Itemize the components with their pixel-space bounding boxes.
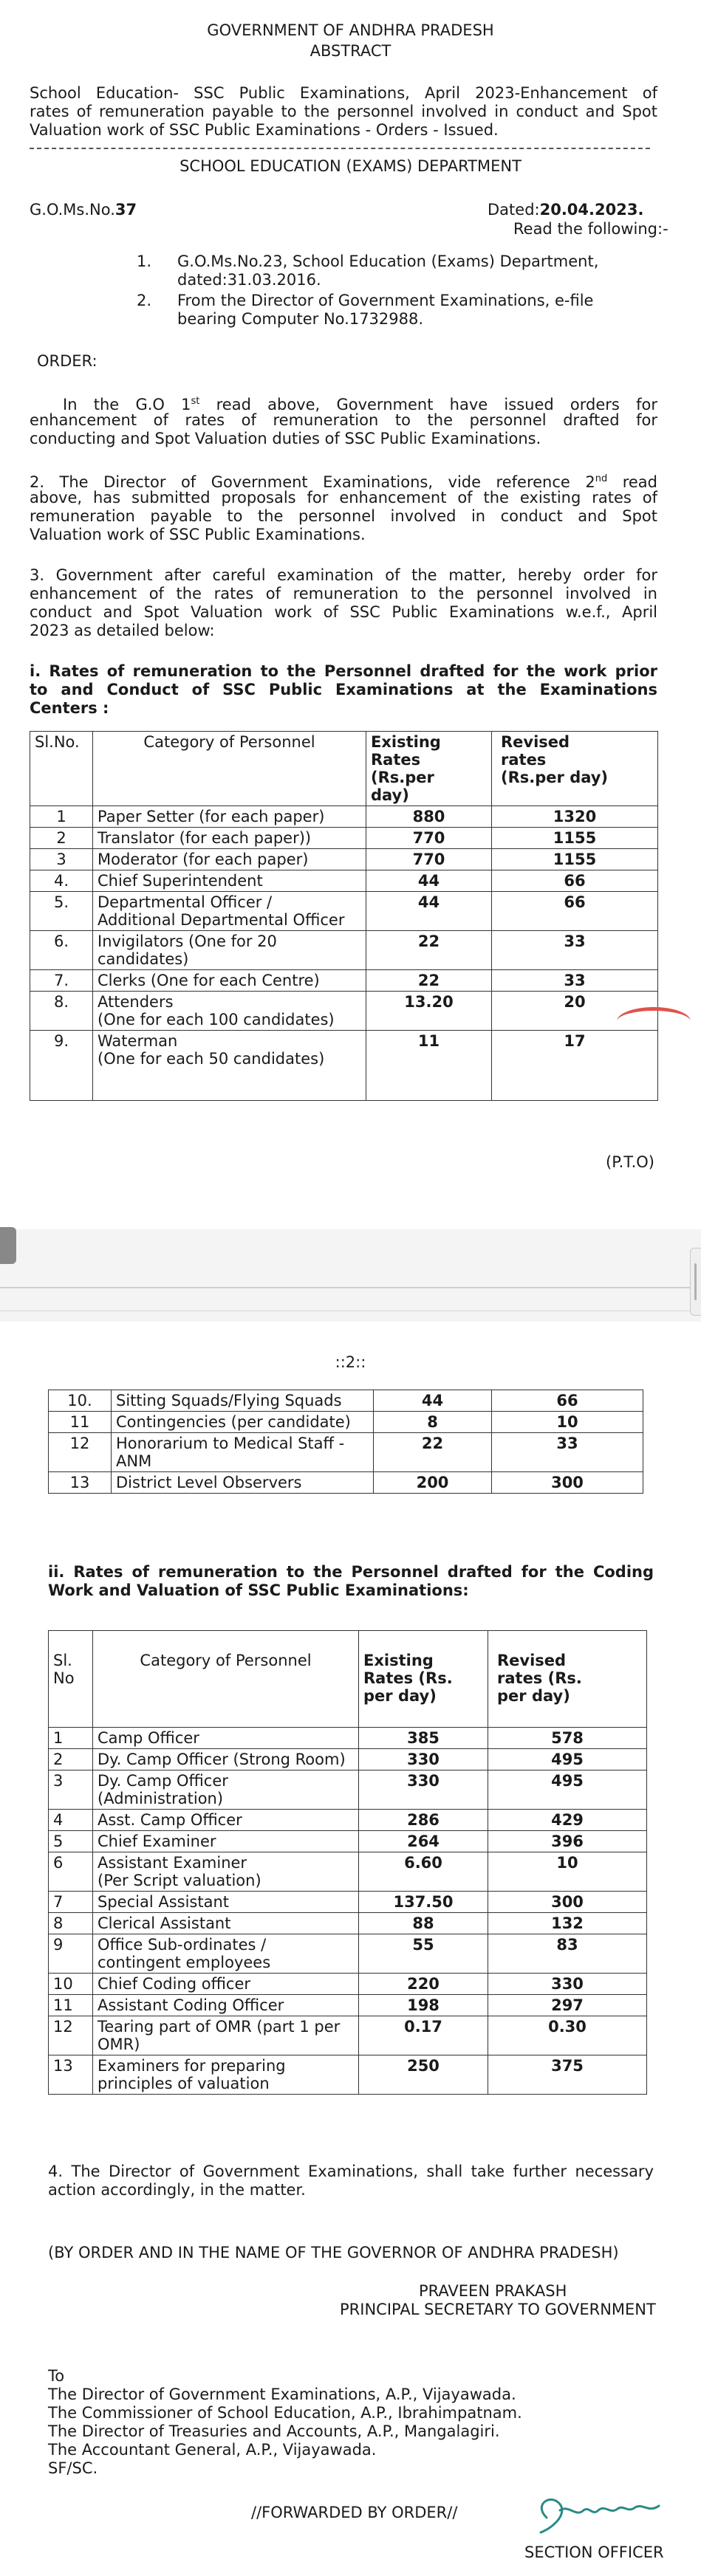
abstract-line-1: School Education- SSC Public Examinations, April 2023-Enhancement of xyxy=(30,84,657,102)
cell-revised: 0.30 xyxy=(488,2016,647,2055)
page-separator xyxy=(0,1229,701,1322)
cell-category: Contingencies (per candidate) xyxy=(112,1412,374,1433)
cell-revised: 429 xyxy=(488,1810,647,1831)
abstract-line-2: rates of remuneration payable to the personnel involved in conduct and Spot xyxy=(30,103,657,120)
page-1 xyxy=(0,0,701,1229)
table-row xyxy=(49,1770,647,1810)
cell-category: Departmental Officer / Additional Departmental Officer xyxy=(93,892,366,931)
cell-existing: 13.20 xyxy=(366,992,492,1031)
cell-existing: 880 xyxy=(366,806,492,828)
cell-category: Clerical Assistant xyxy=(93,1913,359,1934)
table-row xyxy=(30,828,658,849)
reference-2-line-1: From the Director of Government Examinations, e-file xyxy=(177,292,594,309)
cell-existing: 200 xyxy=(374,1472,492,1494)
cell-revised: 83 xyxy=(488,1934,647,1974)
cell-existing: 770 xyxy=(366,849,492,870)
para2-line-4: Valuation work of SSC Public Examinations. xyxy=(30,526,366,543)
cell-existing: 22 xyxy=(366,970,492,992)
cell-revised: 300 xyxy=(492,1472,643,1494)
abstract-label: ABSTRACT xyxy=(310,42,391,60)
table-row xyxy=(49,2055,647,2095)
section-i-line-1: i. Rates of remuneration to the Personnel drafted for the work prior xyxy=(30,662,657,680)
cell-category: Chief Examiner xyxy=(93,1831,359,1852)
dated-label: Dated:20.04.2023. xyxy=(488,201,644,219)
page-number: ::2:: xyxy=(335,1353,366,1371)
cell-sl: 11 xyxy=(49,1995,93,2016)
cell-sl: 11 xyxy=(49,1412,112,1433)
scrollbar-thumb[interactable] xyxy=(690,1248,701,1316)
cell-revised: 495 xyxy=(488,1770,647,1810)
table-row xyxy=(49,1913,647,1934)
cell-sl: 13 xyxy=(49,1472,112,1494)
table-row xyxy=(49,1433,643,1472)
rates-table-ii xyxy=(48,1630,647,2095)
cell-category: Moderator (for each paper) xyxy=(93,849,366,870)
para2-line-2: above, has submitted proposals for enhancement of the existing rates of xyxy=(30,489,657,506)
table-row xyxy=(49,1995,647,2016)
cell-sl: 1 xyxy=(30,806,93,828)
col-header-revised: Revised rates (Rs. per day) xyxy=(488,1631,647,1728)
cell-sl: 9. xyxy=(30,1031,93,1101)
table-row xyxy=(30,870,658,892)
cell-revised: 1320 xyxy=(492,806,658,828)
cell-sl: 5. xyxy=(30,892,93,931)
signatory-title: PRINCIPAL SECRETARY TO GOVERNMENT xyxy=(340,2301,656,2318)
cell-category: Honorarium to Medical Staff - ANM xyxy=(112,1433,374,1472)
cell-revised: 396 xyxy=(488,1831,647,1852)
cell-existing: 6.60 xyxy=(359,1852,488,1892)
reference-1-num: 1. xyxy=(137,253,152,270)
cell-category: Sitting Squads/Flying Squads xyxy=(112,1390,374,1412)
cell-category: Assistant Coding Officer xyxy=(93,1995,359,2016)
cell-existing: 44 xyxy=(366,892,492,931)
col-header-existing: Existing Rates (Rs.per day) xyxy=(366,732,492,806)
cell-category: Tearing part of OMR (part 1 per OMR) xyxy=(93,2016,359,2055)
table-row xyxy=(49,1810,647,1831)
para1-line-3: conducting and Spot Valuation duties of SSC Public Examinations. xyxy=(30,430,541,447)
table-row xyxy=(49,1892,647,1913)
reference-2-num: 2. xyxy=(137,292,152,309)
cell-revised: 1155 xyxy=(492,828,658,849)
cell-revised: 297 xyxy=(488,1995,647,2016)
recipient-1: The Director of Government Examinations, A.P., Vijayawada. xyxy=(48,2386,516,2403)
read-following: Read the following:- xyxy=(513,220,668,238)
cell-sl: 7 xyxy=(49,1892,93,1913)
cell-revised: 300 xyxy=(488,1892,647,1913)
dated-value: 20.04.2023. xyxy=(539,201,644,219)
reference-1-line-1: G.O.Ms.No.23, School Education (Exams) Department, xyxy=(177,253,599,270)
pto-label: (P.T.O) xyxy=(606,1153,654,1171)
government-heading: GOVERNMENT OF ANDHRA PRADESH xyxy=(207,21,494,39)
recipient-5: SF/SC. xyxy=(48,2459,98,2477)
section-i-line-3: Centers : xyxy=(30,699,109,717)
table-row xyxy=(49,1934,647,1974)
cell-revised: 33 xyxy=(492,931,658,970)
table-header-row xyxy=(49,1631,647,1728)
cell-revised: 66 xyxy=(492,892,658,931)
cell-existing: 11 xyxy=(366,1031,492,1101)
go-number-label: G.O.Ms.No.37 xyxy=(30,201,137,219)
divider xyxy=(30,148,650,149)
by-order-line: (BY ORDER AND IN THE NAME OF THE GOVERNOR OF ANDHRA PRADESH) xyxy=(48,2244,619,2261)
cell-category: Clerks (One for each Centre) xyxy=(93,970,366,992)
para1-line-2: enhancement of rates of remuneration to the personnel drafted for xyxy=(30,411,657,429)
cell-category: Examiners for preparing principles of valuation xyxy=(93,2055,359,2095)
para3-line-4: 2023 as detailed below: xyxy=(30,622,215,639)
cell-existing: 286 xyxy=(359,1810,488,1831)
cell-existing: 88 xyxy=(359,1913,488,1934)
reference-1-line-2: dated:31.03.2016. xyxy=(177,271,321,289)
table-row xyxy=(49,1390,643,1412)
table-row xyxy=(49,1412,643,1433)
col-header-category: Category of Personnel xyxy=(93,1631,359,1728)
go-number: 37 xyxy=(114,201,137,219)
section-ii-line-1: ii. Rates of remuneration to the Personnel drafted for the Coding xyxy=(48,1563,654,1581)
cell-revised: 132 xyxy=(488,1913,647,1934)
cell-existing: 44 xyxy=(366,870,492,892)
table-row xyxy=(30,970,658,992)
cell-revised: 578 xyxy=(488,1728,647,1749)
para3-line-2: enhancement of the rates of remuneration to the personnel involved in xyxy=(30,585,657,602)
cell-sl: 9 xyxy=(49,1934,93,1974)
cell-category: Special Assistant xyxy=(93,1892,359,1913)
table-header-row xyxy=(30,732,658,806)
col-header-sl: Sl.No. xyxy=(30,732,93,806)
cell-existing: 44 xyxy=(374,1390,492,1412)
table-row xyxy=(49,2016,647,2055)
department-heading: SCHOOL EDUCATION (EXAMS) DEPARTMENT xyxy=(179,157,522,175)
section-i-line-2: to and Conduct of SSC Public Examinations at the Examinations xyxy=(30,681,657,698)
col-header-category: Category of Personnel xyxy=(93,732,366,806)
para1-line-1: In the G.O 1st read above, Government have issued orders for xyxy=(63,396,657,413)
col-header-existing: Existing Rates (Rs. per day) xyxy=(359,1631,488,1728)
cell-revised: 1155 xyxy=(492,849,658,870)
rates-table-i xyxy=(30,731,658,1101)
cell-revised: 66 xyxy=(492,870,658,892)
col-header-sl: Sl. No xyxy=(49,1631,93,1728)
cell-category: Invigilators (One for 20 candidates) xyxy=(93,931,366,970)
para4-line-1: 4. The Director of Government Examinations, shall take further necessary xyxy=(48,2163,654,2180)
signature-mark xyxy=(524,2488,672,2540)
col-header-revised: Revised rates (Rs.per day) xyxy=(492,732,658,806)
cell-existing: 385 xyxy=(359,1728,488,1749)
cell-revised: 66 xyxy=(492,1390,643,1412)
signatory-name: PRAVEEN PRAKASH xyxy=(419,2282,567,2300)
recipient-4: The Accountant General, A.P., Vijayawada. xyxy=(48,2441,377,2459)
cell-revised: 330 xyxy=(488,1974,647,1995)
table-row xyxy=(49,1831,647,1852)
table-row xyxy=(30,1031,658,1101)
page-2 xyxy=(0,1322,701,2576)
cell-sl: 2 xyxy=(30,828,93,849)
section-officer: SECTION OFFICER xyxy=(524,2544,664,2561)
abstract-line-3: Valuation work of SSC Public Examinations - Orders - Issued. xyxy=(30,121,499,139)
cell-sl: 8. xyxy=(30,992,93,1031)
cell-sl: 8 xyxy=(49,1913,93,1934)
cell-existing: 770 xyxy=(366,828,492,849)
table-row xyxy=(30,992,658,1031)
table-row xyxy=(49,1749,647,1770)
cell-sl: 12 xyxy=(49,2016,93,2055)
cell-existing: 22 xyxy=(366,931,492,970)
table-row xyxy=(30,806,658,828)
cell-existing: 55 xyxy=(359,1934,488,1974)
cell-existing: 330 xyxy=(359,1749,488,1770)
cell-category: Dy. Camp Officer (Administration) xyxy=(93,1770,359,1810)
cell-revised: 10 xyxy=(488,1852,647,1892)
cell-category: Office Sub-ordinates / contingent employees xyxy=(93,1934,359,1974)
cell-existing: 137.50 xyxy=(359,1892,488,1913)
cell-sl: 13 xyxy=(49,2055,93,2095)
para3-line-3: conduct and Spot Valuation work of SSC Public Examinations w.e.f., April xyxy=(30,603,657,621)
table-row xyxy=(49,1472,643,1494)
cell-existing: 220 xyxy=(359,1974,488,1995)
table-row xyxy=(49,1728,647,1749)
table-row xyxy=(49,1852,647,1892)
cell-sl: 6. xyxy=(30,931,93,970)
cell-sl: 3 xyxy=(30,849,93,870)
recipient-2: The Commissioner of School Education, A.P., Ibrahimpatnam. xyxy=(48,2404,522,2422)
cell-category: Waterman (One for each 50 candidates) xyxy=(93,1031,366,1101)
cell-revised: 375 xyxy=(488,2055,647,2095)
section-ii-line-2: Work and Valuation of SSC Public Examinations: xyxy=(48,1581,469,1599)
cell-revised: 10 xyxy=(492,1412,643,1433)
reference-2-line-2: bearing Computer No.1732988. xyxy=(177,310,424,328)
para4-line-2: action accordingly, in the matter. xyxy=(48,2181,306,2199)
cell-sl: 10 xyxy=(49,1974,93,1995)
cell-sl: 5 xyxy=(49,1831,93,1852)
cell-existing: 250 xyxy=(359,2055,488,2095)
cell-sl: 12 xyxy=(49,1433,112,1472)
cell-category: District Level Observers xyxy=(112,1472,374,1494)
cell-category: Assistant Examiner (Per Script valuation) xyxy=(93,1852,359,1892)
rates-table-i-continued xyxy=(48,1390,643,1494)
cell-category: Dy. Camp Officer (Strong Room) xyxy=(93,1749,359,1770)
cell-sl: 2 xyxy=(49,1749,93,1770)
cell-existing: 0.17 xyxy=(359,2016,488,2055)
cell-sl: 3 xyxy=(49,1770,93,1810)
cell-sl: 7. xyxy=(30,970,93,992)
cell-revised: 33 xyxy=(492,970,658,992)
para3-line-1: 3. Government after careful examination of the matter, hereby order for xyxy=(30,566,657,584)
cell-existing: 264 xyxy=(359,1831,488,1852)
table-row xyxy=(30,849,658,870)
cell-sl: 10. xyxy=(49,1390,112,1412)
para2-line-1: 2. The Director of Government Examinations, vide reference 2nd read xyxy=(30,473,657,491)
side-scroll-handle[interactable] xyxy=(0,1227,16,1264)
table-row xyxy=(30,892,658,931)
red-ink-mark xyxy=(617,1007,691,1036)
order-label: ORDER: xyxy=(37,352,98,370)
to-label: To xyxy=(48,2367,65,2385)
cell-category: Translator (for each paper)) xyxy=(93,828,366,849)
cell-category: Asst. Camp Officer xyxy=(93,1810,359,1831)
cell-revised: 17 xyxy=(492,1031,658,1101)
table-row xyxy=(49,1974,647,1995)
forwarded-by-order: //FORWARDED BY ORDER// xyxy=(251,2504,458,2521)
recipient-3: The Director of Treasuries and Accounts, A.P., Mangalagiri. xyxy=(48,2422,500,2440)
cell-existing: 198 xyxy=(359,1995,488,2016)
cell-revised: 20 xyxy=(492,992,658,1031)
cell-sl: 6 xyxy=(49,1852,93,1892)
cell-category: Chief Superintendent xyxy=(93,870,366,892)
para2-line-3: remuneration payable to the personnel involved in conduct and Spot xyxy=(30,507,657,525)
cell-sl: 4 xyxy=(49,1810,93,1831)
cell-category: Camp Officer xyxy=(93,1728,359,1749)
cell-revised: 495 xyxy=(488,1749,647,1770)
cell-sl: 1 xyxy=(49,1728,93,1749)
cell-revised: 33 xyxy=(492,1433,643,1472)
cell-existing: 8 xyxy=(374,1412,492,1433)
cell-sl: 4. xyxy=(30,870,93,892)
cell-category: Paper Setter (for each paper) xyxy=(93,806,366,828)
cell-category: Chief Coding officer xyxy=(93,1974,359,1995)
table-row xyxy=(30,931,658,970)
cell-existing: 22 xyxy=(374,1433,492,1472)
cell-existing: 330 xyxy=(359,1770,488,1810)
cell-category: Attenders (One for each 100 candidates) xyxy=(93,992,366,1031)
